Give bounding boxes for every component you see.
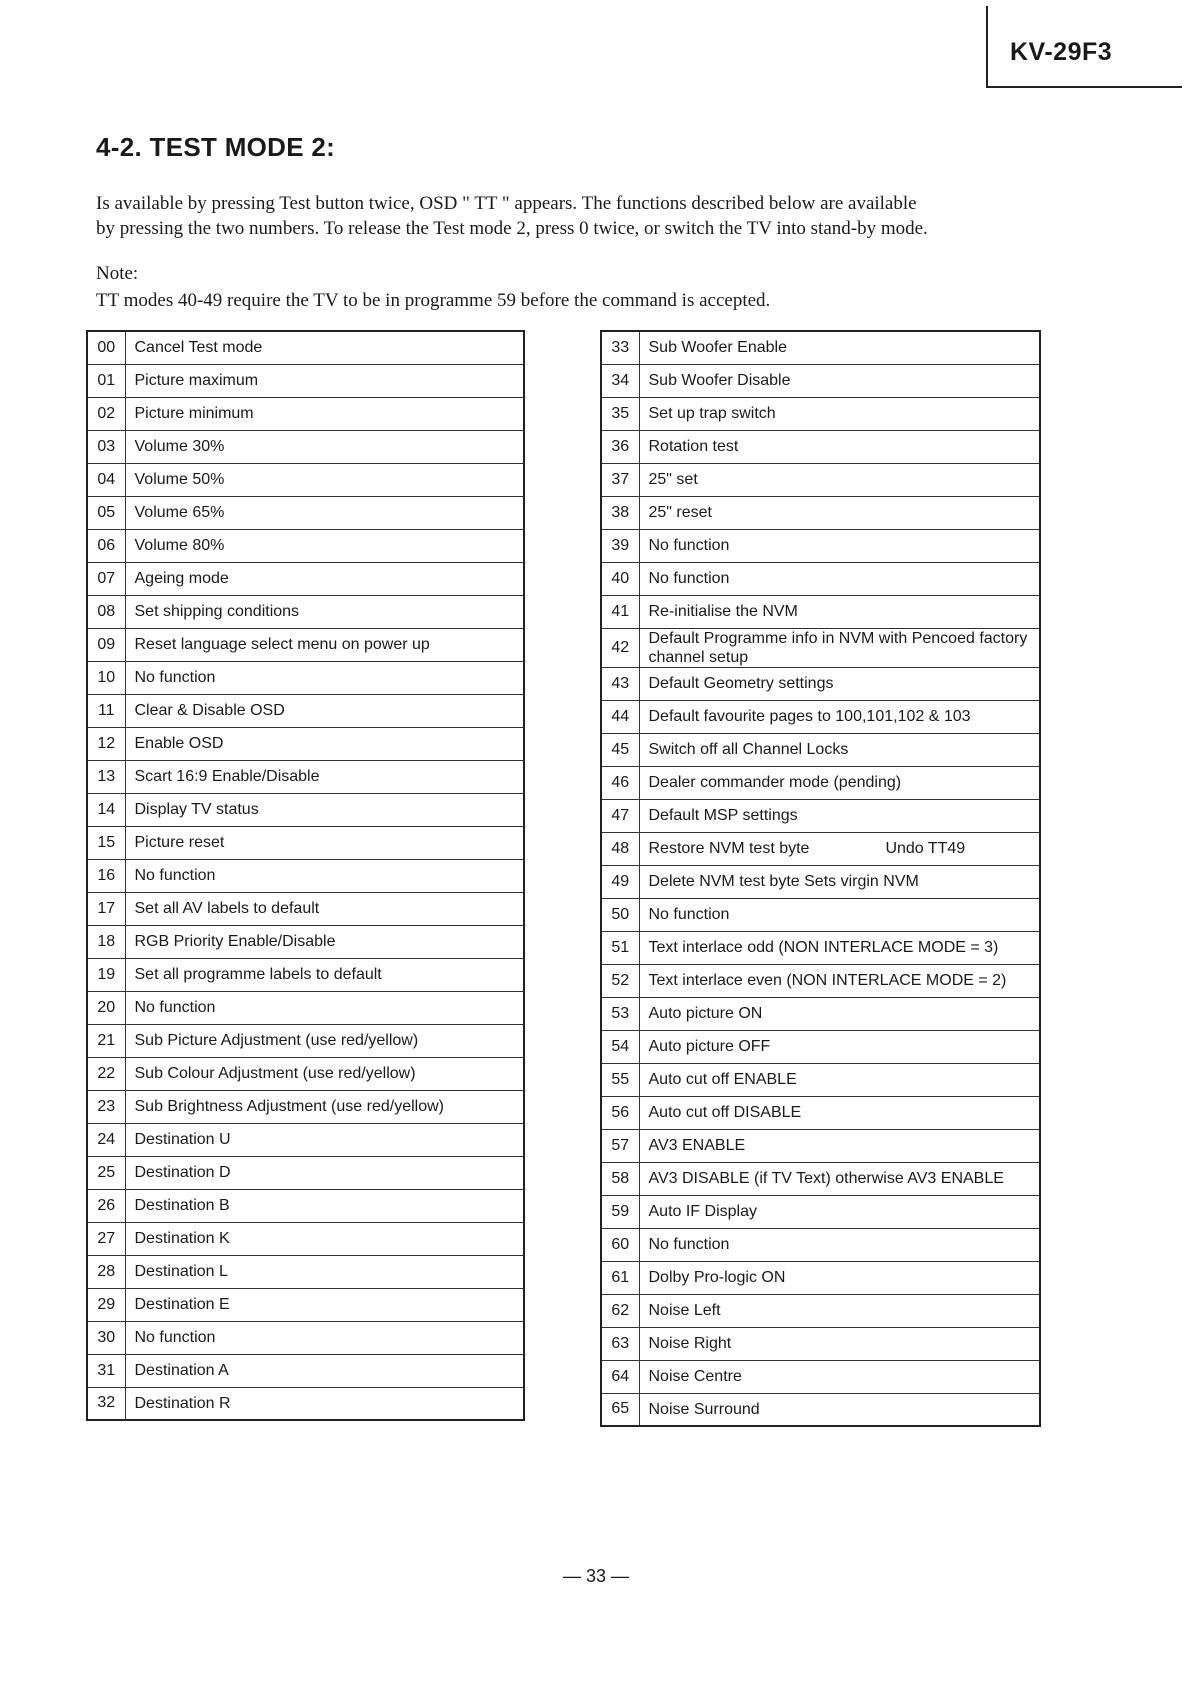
mode-description [125, 397, 524, 430]
mode-description [125, 727, 524, 760]
mode-code: 33 [601, 331, 639, 364]
table-row [87, 628, 524, 661]
table-row [601, 799, 1040, 832]
mode-description [639, 898, 1040, 931]
mode-description [125, 1354, 524, 1387]
mode-description-text: Text interlace even (NON INTERLACE MODE = 2) [648, 972, 1007, 989]
mode-description [639, 1162, 1040, 1195]
table-row [601, 628, 1040, 667]
mode-description [639, 331, 1040, 364]
mode-description [125, 760, 524, 793]
mode-description [639, 964, 1040, 997]
mode-description-text: Destination R [134, 1394, 231, 1412]
mode-description [125, 1222, 524, 1255]
mode-description-text: AV3 DISABLE (if TV Text) otherwise AV3 ENABLE [648, 1170, 1004, 1187]
mode-description [639, 1294, 1040, 1327]
mode-description [125, 958, 524, 991]
mode-code: 32 [87, 1387, 125, 1420]
table-row [87, 595, 524, 628]
mode-description-text: No function [648, 537, 730, 554]
mode-code: 21 [87, 1024, 125, 1057]
mode-description [639, 1360, 1040, 1393]
mode-description [125, 925, 524, 958]
mode-description-text: Noise Right [648, 1335, 732, 1352]
mode-description-text: RGB Priority Enable/Disable [134, 933, 336, 950]
table-row [87, 1222, 524, 1255]
table-row [87, 1156, 524, 1189]
mode-description [639, 397, 1040, 430]
mode-code: 59 [601, 1195, 639, 1228]
mode-description [125, 562, 524, 595]
mode-description-text: Cancel Test mode [134, 339, 263, 357]
mode-code: 22 [87, 1057, 125, 1090]
mode-description [125, 595, 524, 628]
mode-code: 04 [87, 463, 125, 496]
mode-description-text: Auto cut off DISABLE [648, 1104, 802, 1121]
mode-description-text: No function [648, 1236, 730, 1253]
mode-code: 50 [601, 898, 639, 931]
table-row [601, 1228, 1040, 1261]
table-row [601, 766, 1040, 799]
table-row [87, 1189, 524, 1222]
mode-code: 39 [601, 529, 639, 562]
mode-code: 34 [601, 364, 639, 397]
mode-code: 19 [87, 958, 125, 991]
mode-code: 37 [601, 463, 639, 496]
mode-description [125, 1090, 524, 1123]
mode-code: 15 [87, 826, 125, 859]
table-row [87, 925, 524, 958]
mode-description [639, 832, 1040, 865]
table-row [87, 397, 524, 430]
mode-description-text: Destination D [134, 1164, 231, 1181]
mode-description-text: Volume 65% [134, 504, 225, 521]
mode-code: 54 [601, 1030, 639, 1063]
mode-description [639, 997, 1040, 1030]
table-row [601, 529, 1040, 562]
table-row [601, 1393, 1040, 1426]
mode-code: 13 [87, 760, 125, 793]
table-row [87, 1288, 524, 1321]
table-row [87, 826, 524, 859]
mode-description [639, 1195, 1040, 1228]
mode-description-text: Display TV status [134, 801, 259, 818]
table-row [87, 331, 524, 364]
mode-description [125, 661, 524, 694]
note-text: TT modes 40-49 require the TV to be in programme 59 before the command is accepted. [96, 290, 771, 311]
mode-description-text: Picture reset [134, 834, 225, 851]
table-row [601, 595, 1040, 628]
mode-description-extra: Undo TT49 [885, 840, 966, 857]
mode-description-text: AV3 ENABLE [648, 1137, 746, 1154]
mode-description-text: Destination L [134, 1263, 228, 1280]
mode-description-text: No function [648, 570, 730, 587]
mode-description-text: Reset language select menu on power up [134, 636, 430, 653]
mode-description [125, 1321, 524, 1354]
mode-description-text: Switch off all Channel Locks [648, 741, 849, 758]
table-row [87, 793, 524, 826]
mode-code: 65 [601, 1393, 639, 1426]
mode-code: 35 [601, 397, 639, 430]
mode-description [125, 529, 524, 562]
mode-description [125, 364, 524, 397]
mode-code: 41 [601, 595, 639, 628]
mode-description-text: Sub Woofer Disable [648, 372, 791, 389]
mode-description [639, 667, 1040, 700]
table-row [87, 859, 524, 892]
mode-description [639, 496, 1040, 529]
mode-code: 52 [601, 964, 639, 997]
mode-description [125, 826, 524, 859]
mode-code: 14 [87, 793, 125, 826]
table-row [601, 1195, 1040, 1228]
table-row [87, 1123, 524, 1156]
mode-description [639, 799, 1040, 832]
mode-description-text: Volume 30% [134, 438, 225, 455]
mode-description [639, 529, 1040, 562]
mode-code: 45 [601, 733, 639, 766]
table-row [601, 1063, 1040, 1096]
mode-description [639, 1030, 1040, 1063]
table-row [87, 694, 524, 727]
table-row [87, 1024, 524, 1057]
mode-description [125, 1288, 524, 1321]
table-row [87, 1321, 524, 1354]
mode-description-text: Destination E [134, 1296, 230, 1313]
mode-code: 60 [601, 1228, 639, 1261]
mode-description [125, 463, 524, 496]
mode-description-text: No function [134, 669, 216, 686]
mode-code: 43 [601, 667, 639, 700]
mode-code: 27 [87, 1222, 125, 1255]
mode-code: 05 [87, 496, 125, 529]
table-row [601, 397, 1040, 430]
model-header-box [986, 6, 1182, 88]
mode-description [639, 766, 1040, 799]
mode-description [639, 1096, 1040, 1129]
mode-description-text: Picture minimum [134, 405, 254, 422]
table-row [601, 964, 1040, 997]
mode-description-text: Rotation test [648, 438, 739, 455]
mode-description [639, 1063, 1040, 1096]
mode-code: 47 [601, 799, 639, 832]
table-row [601, 1360, 1040, 1393]
mode-description-text: Volume 50% [134, 471, 225, 488]
mode-description [125, 694, 524, 727]
mode-description [639, 865, 1040, 898]
table-row [601, 931, 1040, 964]
mode-description [125, 1123, 524, 1156]
mode-code: 31 [87, 1354, 125, 1387]
note-label: Note: [96, 263, 139, 284]
mode-description [639, 430, 1040, 463]
mode-description [639, 364, 1040, 397]
table-row [601, 430, 1040, 463]
intro-paragraph [96, 191, 1056, 241]
mode-description-text: Destination K [134, 1230, 230, 1247]
mode-code: 02 [87, 397, 125, 430]
mode-description [639, 733, 1040, 766]
table-row [601, 562, 1040, 595]
section-title: 4-2. TEST MODE 2: [96, 132, 336, 162]
mode-code: 44 [601, 700, 639, 733]
mode-description-text: Noise Surround [648, 1400, 760, 1418]
table-row [87, 496, 524, 529]
mode-description [125, 628, 524, 661]
mode-description-text: Auto picture ON [648, 1005, 763, 1022]
table-row [601, 364, 1040, 397]
mode-description-text: Enable OSD [134, 735, 224, 752]
mode-description-text: Default Geometry settings [648, 675, 834, 692]
mode-description [639, 931, 1040, 964]
mode-code: 28 [87, 1255, 125, 1288]
mode-description-text: Destination U [134, 1131, 231, 1148]
mode-code: 62 [601, 1294, 639, 1327]
mode-code: 61 [601, 1261, 639, 1294]
mode-description [125, 859, 524, 892]
test-mode-table-right [600, 330, 1041, 1427]
intro-line-1: Is available by pressing Test button twice, OSD " TT " appears. The functions described below are available [96, 193, 917, 214]
mode-description-text: 25" reset [648, 504, 712, 521]
mode-description [639, 1228, 1040, 1261]
mode-code: 18 [87, 925, 125, 958]
mode-description-text: Noise Centre [648, 1368, 742, 1385]
mode-code: 12 [87, 727, 125, 760]
model-number: KV-29F3 [1010, 38, 1113, 66]
table-row [87, 430, 524, 463]
table-row [601, 496, 1040, 529]
mode-code: 23 [87, 1090, 125, 1123]
mode-code: 01 [87, 364, 125, 397]
mode-description [125, 1024, 524, 1057]
mode-description [125, 1387, 524, 1420]
table-row [87, 1354, 524, 1387]
table-row [601, 733, 1040, 766]
mode-description-text: 25" set [648, 471, 698, 488]
table-row [87, 463, 524, 496]
mode-code: 03 [87, 430, 125, 463]
mode-description-text: Picture maximum [134, 372, 259, 389]
table-row [601, 1294, 1040, 1327]
mode-description [639, 1393, 1040, 1426]
mode-description-text: Destination B [134, 1197, 230, 1214]
mode-description-text: No function [648, 906, 730, 923]
mode-code: 00 [87, 331, 125, 364]
mode-description-text: Destination A [134, 1362, 229, 1379]
mode-code: 07 [87, 562, 125, 595]
mode-code: 42 [601, 628, 639, 667]
mode-description-text: Auto picture OFF [648, 1038, 771, 1055]
table-row [601, 865, 1040, 898]
mode-description-text: Default Programme info in NVM with Pencoed factory channel setup [648, 629, 1028, 666]
mode-description [125, 892, 524, 925]
table-row [87, 1387, 524, 1420]
table-row [601, 898, 1040, 931]
mode-description [125, 496, 524, 529]
mode-code: 58 [601, 1162, 639, 1195]
mode-code: 26 [87, 1189, 125, 1222]
table-row [87, 958, 524, 991]
mode-code: 49 [601, 865, 639, 898]
mode-description-text: Scart 16:9 Enable/Disable [134, 768, 320, 785]
table-row [601, 667, 1040, 700]
mode-description-text: Text interlace odd (NON INTERLACE MODE = 3) [648, 939, 999, 956]
mode-description-text: Re-initialise the NVM [648, 603, 798, 620]
table-row [87, 529, 524, 562]
table-row [601, 1096, 1040, 1129]
mode-code: 11 [87, 694, 125, 727]
mode-code: 24 [87, 1123, 125, 1156]
mode-description [639, 562, 1040, 595]
table-row [87, 892, 524, 925]
table-row [601, 1030, 1040, 1063]
mode-description [125, 793, 524, 826]
table-row [601, 1327, 1040, 1360]
table-row [601, 1129, 1040, 1162]
mode-description [125, 1255, 524, 1288]
intro-line-2: by pressing the two numbers. To release the Test mode 2, press 0 twice, or switch the TV into stand-by mode. [96, 218, 928, 239]
mode-description-text: Set up trap switch [648, 405, 776, 422]
mode-code: 16 [87, 859, 125, 892]
mode-description [639, 1261, 1040, 1294]
mode-description-text: Sub Brightness Adjustment (use red/yellow) [134, 1098, 444, 1115]
mode-description-text: Sub Colour Adjustment (use red/yellow) [134, 1065, 416, 1082]
mode-description [125, 991, 524, 1024]
mode-description [639, 595, 1040, 628]
mode-description [639, 463, 1040, 496]
mode-description-text: Set all AV labels to default [134, 900, 320, 917]
page-number: — 33 — [562, 1566, 630, 1586]
table-row [87, 364, 524, 397]
table-row [87, 562, 524, 595]
table-row [87, 1057, 524, 1090]
table-row [601, 832, 1040, 865]
mode-code: 55 [601, 1063, 639, 1096]
mode-code: 40 [601, 562, 639, 595]
mode-description-text: Restore NVM test byte [648, 840, 810, 857]
mode-description [125, 1156, 524, 1189]
mode-description-text: No function [134, 867, 216, 884]
mode-description-text: Noise Left [648, 1302, 721, 1319]
mode-description [639, 1129, 1040, 1162]
mode-description [125, 430, 524, 463]
mode-description [639, 1327, 1040, 1360]
table-row [87, 1255, 524, 1288]
table-row [87, 991, 524, 1024]
mode-code: 09 [87, 628, 125, 661]
mode-description-text: Volume 80% [134, 537, 225, 554]
mode-code: 06 [87, 529, 125, 562]
mode-description-text: Sub Woofer Enable [648, 339, 787, 357]
mode-code: 56 [601, 1096, 639, 1129]
mode-code: 36 [601, 430, 639, 463]
mode-description [125, 1057, 524, 1090]
mode-description-text: Set shipping conditions [134, 603, 300, 620]
table-row [601, 1162, 1040, 1195]
mode-description-text: Auto IF Display [648, 1203, 757, 1220]
mode-code: 53 [601, 997, 639, 1030]
mode-code: 57 [601, 1129, 639, 1162]
mode-code: 48 [601, 832, 639, 865]
mode-code: 10 [87, 661, 125, 694]
mode-description-text: Default favourite pages to 100,101,102 & 103 [648, 708, 971, 725]
table-row [87, 727, 524, 760]
table-row [601, 331, 1040, 364]
mode-description-text: Dealer commander mode (pending) [648, 774, 902, 791]
mode-description-text: Delete NVM test byte Sets virgin NVM [648, 873, 919, 890]
table-row [601, 463, 1040, 496]
mode-description-text: Dolby Pro-logic ON [648, 1269, 786, 1286]
mode-description-text: Ageing mode [134, 570, 229, 587]
mode-description-text: No function [134, 1329, 216, 1346]
mode-description [639, 628, 1040, 667]
mode-code: 63 [601, 1327, 639, 1360]
mode-description-text: Auto cut off ENABLE [648, 1071, 797, 1088]
mode-description-text: No function [134, 999, 216, 1016]
test-mode-table-left [86, 330, 525, 1421]
mode-description [125, 331, 524, 364]
mode-code: 38 [601, 496, 639, 529]
mode-description-text: Clear & Disable OSD [134, 702, 285, 719]
mode-code: 20 [87, 991, 125, 1024]
mode-description [125, 1189, 524, 1222]
mode-description-text: Set all programme labels to default [134, 966, 382, 983]
mode-code: 08 [87, 595, 125, 628]
mode-code: 51 [601, 931, 639, 964]
table-row [601, 1261, 1040, 1294]
mode-code: 29 [87, 1288, 125, 1321]
mode-code: 25 [87, 1156, 125, 1189]
table-row [87, 760, 524, 793]
mode-code: 46 [601, 766, 639, 799]
table-row [87, 1090, 524, 1123]
mode-description [639, 700, 1040, 733]
mode-code: 17 [87, 892, 125, 925]
mode-code: 30 [87, 1321, 125, 1354]
table-row [601, 997, 1040, 1030]
mode-description-text: Default MSP settings [648, 807, 798, 824]
table-row [601, 700, 1040, 733]
mode-description-text: Sub Picture Adjustment (use red/yellow) [134, 1032, 419, 1049]
table-row [87, 661, 524, 694]
mode-code: 64 [601, 1360, 639, 1393]
